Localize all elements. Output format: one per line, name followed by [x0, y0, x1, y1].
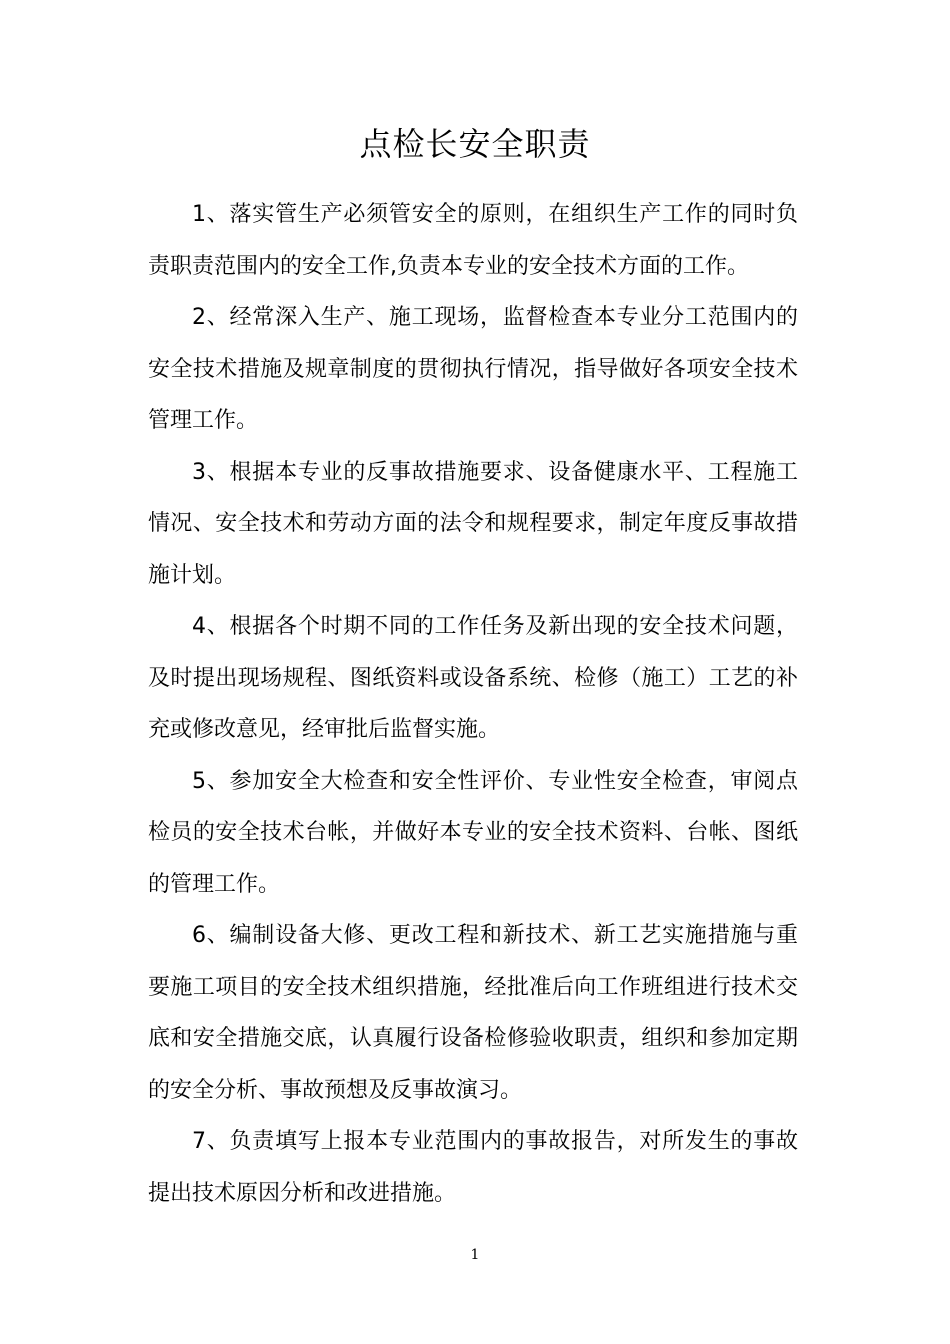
- paragraph-5: 5、参加安全大检查和安全性评价、专业性安全检查，审阅点检员的安全技术台帐，并做好本专业的安全技术资料、台帐、图纸的管理工作。: [148, 768, 798, 897]
- paragraph-3: 3、根据本专业的反事故措施要求、设备健康水平、工程施工情况、安全技术和劳动方面的法令和规程要求，制定年度反事故措施计划。: [148, 459, 798, 588]
- paragraph-7: 7、负责填写上报本专业范围内的事故报告，对所发生的事故提出技术原因分析和改进措施。: [148, 1129, 798, 1206]
- paragraph-1: 1、落实管生产必须管安全的原则，在组织生产工作的同时负责职责范围内的安全工作,负责本专业的安全技术方面的工作。: [148, 202, 798, 279]
- document-title: 点检长安全职责: [359, 125, 591, 163]
- paragraph-6: 6、编制设备大修、更改工程和新技术、新工艺实施措施与重要施工项目的安全技术组织措施，经批准后向工作班组进行技术交底和安全措施交底，认真履行设备检修验收职责，组织和参加定期的安全分析、事故预想及反事故演习。: [148, 923, 798, 1103]
- paragraph-2: 2、经常深入生产、施工现场，监督检查本专业分工范围内的安全技术措施及规章制度的贯彻执行情况，指导做好各项安全技术管理工作。: [148, 305, 798, 433]
- paragraph-4: 4、根据各个时期不同的工作任务及新出现的安全技术问题，及时提出现场规程、图纸资料或设备系统、检修（施工）工艺的补充或修改意见，经审批后监督实施。: [148, 614, 798, 742]
- page-number: 1: [470, 1247, 480, 1263]
- document-body: [148, 189, 798, 1219]
